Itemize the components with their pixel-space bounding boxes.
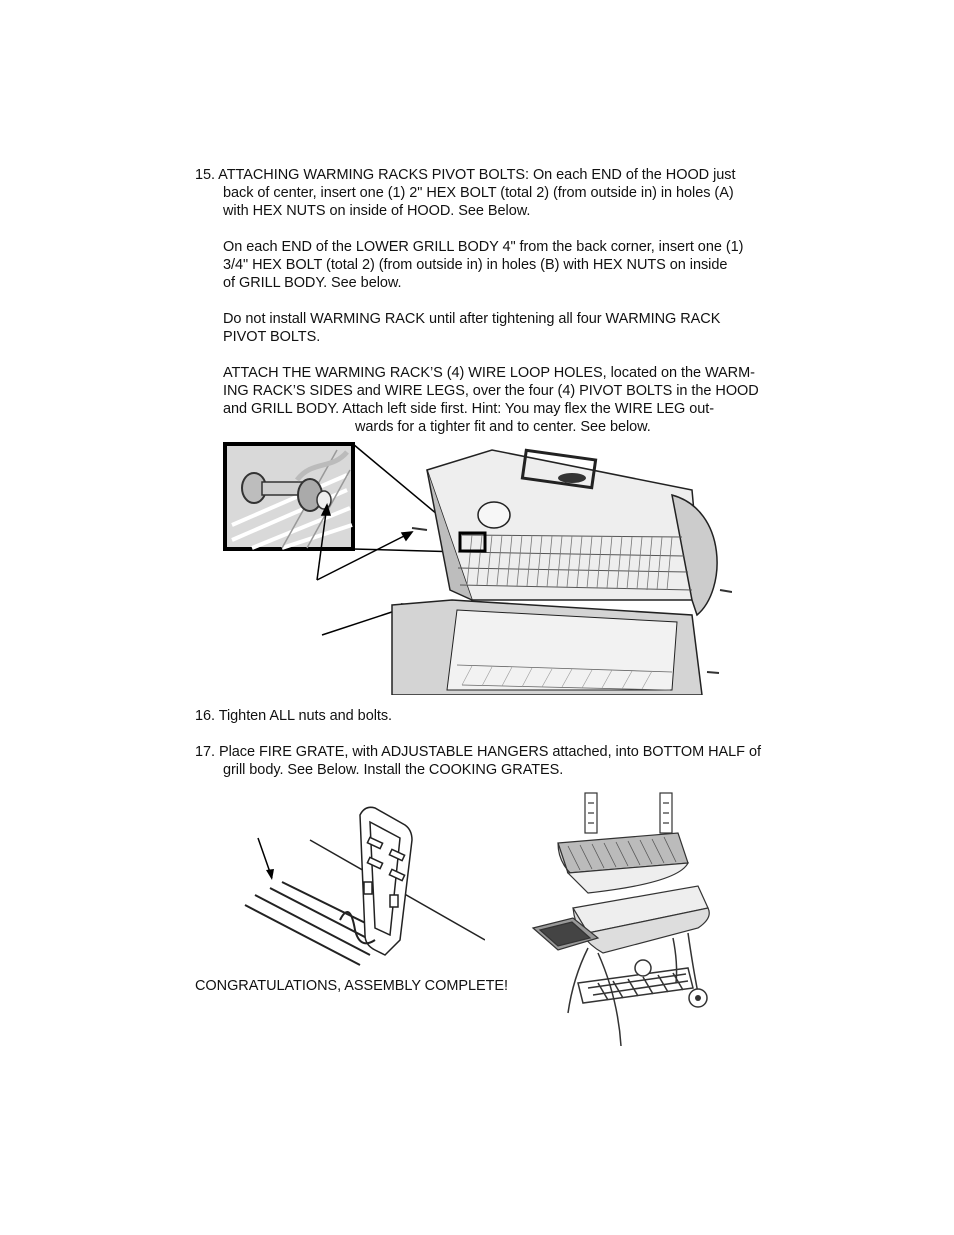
hanger-figure [240,800,485,970]
zoom-inset [225,444,353,549]
step-15-paragraph-4: and GRILL BODY. Attach left side first. Hint: You may flex the WIRE LEG out- [223,401,715,417]
step-17-text: grill body. See Below. Install the COOKING GRATES. [223,762,564,778]
step-15-heading: 15. ATTACHING WARMING RACKS PIVOT BOLTS: On each END of the HOOD just [195,167,736,183]
step-15-text: with HEX NUTS on inside of HOOD. See Below. [223,203,531,219]
step-15-paragraph-4: wards for a tighter fit and to center. See below. [355,419,651,435]
step-16-text: 16. Tighten ALL nuts and bolts. [195,708,393,724]
step-15-paragraph-3: Do not install WARMING RACK until after tightening all four WARMING RACK [223,311,721,327]
step-15-paragraph-3: PIVOT BOLTS. [223,329,321,345]
lower-grill-body [392,600,719,695]
step-15-paragraph-2: of GRILL BODY. See below. [223,275,402,291]
assembled-grill-figure [528,788,728,1048]
step-15-text: back of center, insert one (1) 2" HEX BOLT (total 2) (from outside in) in holes (A) [223,185,734,201]
completion-message: CONGRATULATIONS, ASSEMBLY COMPLETE! [195,978,509,994]
step-15-paragraph-2: On each END of the LOWER GRILL BODY 4" from the back corner, insert one (1) [223,239,744,255]
pivot-bolt-figure [222,440,732,695]
step-15-paragraph-2: 3/4" HEX BOLT (total 2) (from outside in) in holes (B) with HEX NUTS on inside [223,257,728,273]
step-15-paragraph-4: ING RACK’S SIDES and WIRE LEGS, over the four (4) PIVOT BOLTS in the HOOD [223,383,759,399]
step-15-paragraph-4: ATTACH THE WARMING RACK’S (4) WIRE LOOP HOLES, located on the WARM- [223,365,755,381]
grill-hood [412,450,732,615]
step-17-heading: 17. Place FIRE GRATE, with ADJUSTABLE HANGERS attached, into BOTTOM HALF of [195,744,761,760]
